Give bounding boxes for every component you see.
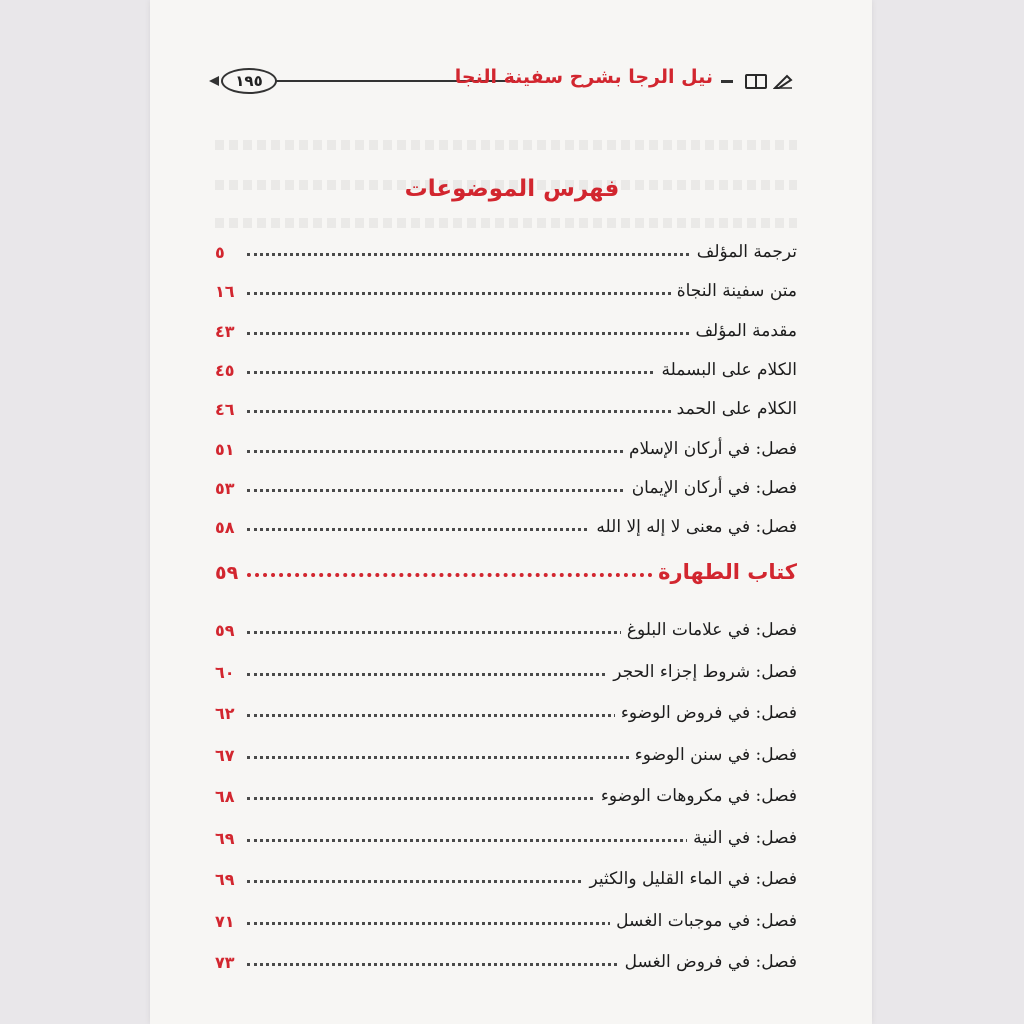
entry-page-number: ٦٨ bbox=[215, 787, 235, 806]
book-icon bbox=[745, 74, 767, 89]
entry-title: فصل: في الماء القليل والكثير bbox=[583, 869, 797, 889]
entry-title: ترجمة المؤلف bbox=[691, 242, 797, 262]
toc-entry bbox=[215, 737, 797, 769]
entry-page-number: ٥٨ bbox=[215, 518, 235, 538]
toc-entry bbox=[215, 778, 797, 810]
toc-entry bbox=[215, 695, 797, 727]
bleed-through-text bbox=[215, 218, 797, 228]
book-title: نيل الرجا بشرح سفينة النجا bbox=[454, 66, 713, 88]
bleed-through-text bbox=[215, 140, 797, 150]
entry-page-number: ٧٣ bbox=[215, 953, 235, 972]
toc-entry bbox=[215, 313, 797, 345]
arrow-ornament bbox=[209, 76, 219, 86]
entry-title: الكلام على الحمد bbox=[671, 399, 797, 419]
header-dash bbox=[721, 80, 733, 83]
entry-page-number: ٥ bbox=[215, 243, 225, 262]
running-header bbox=[215, 62, 795, 102]
toc-entry bbox=[215, 431, 797, 463]
entry-page-number: ٦٠ bbox=[215, 662, 235, 682]
toc-entry bbox=[215, 903, 797, 935]
entry-title: فصل: في أركان الإسلام bbox=[623, 439, 797, 459]
index-heading: فهرس الموضوعات bbox=[404, 176, 620, 202]
entry-page-number: ٥٩ bbox=[215, 621, 235, 640]
toc-entry bbox=[215, 509, 797, 541]
toc-entry bbox=[215, 944, 797, 976]
entry-page-number: ١٦ bbox=[215, 282, 235, 302]
toc-entry bbox=[215, 861, 797, 893]
entry-page-number: ٤٦ bbox=[215, 400, 235, 420]
entry-title: فصل: في فروض الوضوء bbox=[615, 703, 797, 723]
entry-title: فصل: في سنن الوضوء bbox=[629, 745, 797, 765]
toc-entry bbox=[215, 391, 797, 423]
entry-page-number: ٦٩ bbox=[215, 828, 235, 848]
entry-title: فصل: في فروض الغسل bbox=[619, 952, 797, 972]
entry-title: مقدمة المؤلف bbox=[689, 321, 797, 341]
entry-title: فصل: في مكروهات الوضوء bbox=[595, 786, 797, 806]
entry-page-number: ٤٥ bbox=[215, 360, 235, 380]
toc-entry bbox=[215, 273, 797, 305]
toc-entry bbox=[215, 352, 797, 384]
entry-page-number: ٧١ bbox=[215, 911, 235, 931]
entry-title: فصل: في أركان الإيمان bbox=[626, 478, 797, 498]
entry-title: فصل: شروط إجزاء الحجر bbox=[607, 662, 797, 682]
pen-icon bbox=[773, 72, 795, 90]
entry-page-number: ٥١ bbox=[215, 439, 235, 459]
toc-entry bbox=[215, 470, 797, 502]
page-number: ١٩٥ bbox=[221, 68, 277, 94]
section-title: كتاب الطهارة bbox=[652, 560, 797, 584]
entry-page-number: ٦٢ bbox=[215, 704, 235, 723]
entry-title: فصل: في معنى لا إله إلا الله bbox=[590, 517, 797, 537]
entry-page-number: ٤٣ bbox=[215, 321, 235, 341]
entry-title: فصل: في علامات البلوغ bbox=[621, 620, 797, 640]
entry-page-number: ٥٣ bbox=[215, 478, 235, 498]
toc-entry bbox=[215, 820, 797, 852]
toc-entry bbox=[215, 612, 797, 644]
entry-title: متن سفينة النجاة bbox=[671, 281, 797, 301]
entry-title: الكلام على البسملة bbox=[656, 360, 797, 380]
section-heading-row bbox=[215, 556, 797, 588]
entry-page-number: ٥٩ bbox=[215, 562, 239, 584]
entry-page-number: ٦٧ bbox=[215, 745, 235, 765]
entry-title: فصل: في موجبات الغسل bbox=[610, 911, 797, 931]
toc-entry bbox=[215, 234, 797, 266]
toc-entry bbox=[215, 654, 797, 686]
entry-title: فصل: في النية bbox=[687, 828, 797, 848]
entry-page-number: ٦٩ bbox=[215, 870, 235, 889]
